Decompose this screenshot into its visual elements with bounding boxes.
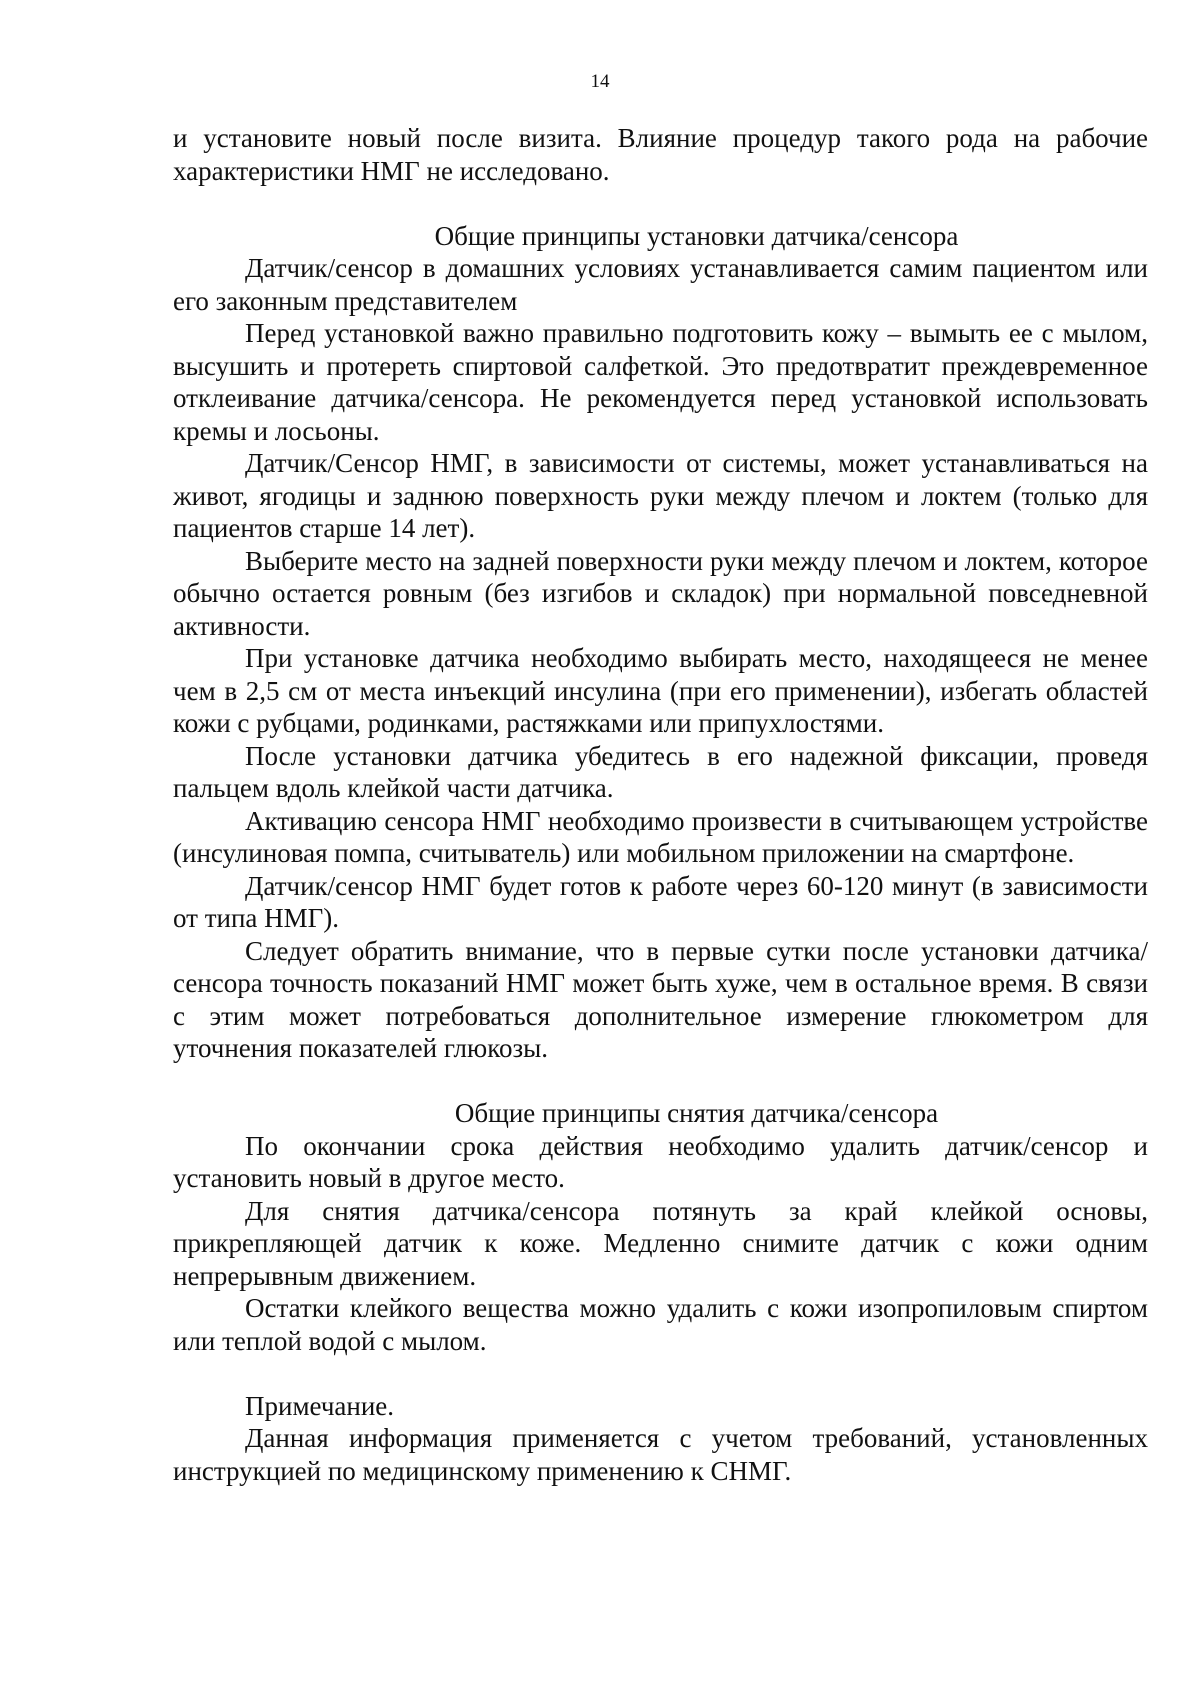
install-paragraph: При установке датчика необходимо выбирать место, находящееся не менее чем в 2,5 см от места инъекций инсулина (при его применении), избегать областей кожи с рубцами, родинками, растяжками или припухлостями. xyxy=(173,643,1148,738)
remove-paragraph: По окончании срока действия необходимо удалить датчик/сенсор и установить новый в другое место. xyxy=(173,1130,1148,1193)
section-heading-install: Общие принципы установки датчика/сенсора xyxy=(434,220,959,251)
document-body xyxy=(173,122,1148,1487)
note-label: Примечание. xyxy=(245,1390,395,1421)
install-paragraph: После установки датчика убедитесь в его надежной фиксации, проведя пальцем вдоль клейкой части датчика. xyxy=(173,740,1148,803)
page-number: 14 xyxy=(590,71,610,92)
install-paragraph: Выберите место на задней поверхности руки между плечом и локтем, которое обычно остается ровным (без изгибов и складок) при нормальной повседневной активности. xyxy=(173,545,1148,641)
section-spacer xyxy=(173,1065,1148,1098)
install-paragraph: Датчик/сенсор НМГ будет готов к работе через 60-120 минут (в зависимости от типа НМГ). xyxy=(173,870,1148,933)
section-spacer xyxy=(173,1357,1148,1390)
install-paragraph: Следует обратить внимание, что в первые сутки после установки датчика/сенсора точность показаний НМГ может быть хуже, чем в остальное время. В связи с этим может потребоваться дополнительное измерение глюкометром для уточнения показателей глюкозы. xyxy=(173,935,1148,1063)
install-paragraph: Перед установкой важно правильно подготовить кожу – вымыть ее с мылом, высушить и протереть спиртовой салфеткой. Это предотвратит преждевременное отклеивание датчика/сенсора. Не рекомендуется перед установкой использовать кремы и лосьоны. xyxy=(173,318,1148,446)
remove-paragraph: Для снятия датчика/сенсора потянуть за край клейкой основы, прикрепляющей датчик к коже. Медленно снимите датчик с кожи одним непрерывным движением. xyxy=(173,1195,1148,1291)
section-heading-remove: Общие принципы снятия датчика/сенсора xyxy=(454,1098,939,1128)
intro-paragraph: и установите новый после визита. Влияние процедур такого рода на рабочие характеристики НМГ не исследовано. xyxy=(173,123,1148,186)
remove-paragraph: Остатки клейкого вещества можно удалить с кожи изопропиловым спиртом или теплой водой с мылом. xyxy=(173,1293,1148,1356)
install-paragraph: Активацию сенсора НМГ необходимо произвести в считывающем устройстве (инсулиновая помпа, считыватель) или мобильном приложении на смартфоне. xyxy=(173,805,1148,868)
section-spacer xyxy=(173,187,1148,220)
install-paragraph: Датчик/сенсор в домашних условиях устанавливается самим пациентом или его законным представителем xyxy=(173,253,1148,316)
note-text: Данная информация применяется с учетом требований, установленных инструкцией по медицинскому применению к СНМГ. xyxy=(173,1423,1148,1486)
install-paragraph: Датчик/Сенсор НМГ, в зависимости от системы, может устанавливаться на живот, ягодицы и заднюю поверхность руки между плечом и локтем (только для пациентов старше 14 лет). xyxy=(173,448,1148,543)
